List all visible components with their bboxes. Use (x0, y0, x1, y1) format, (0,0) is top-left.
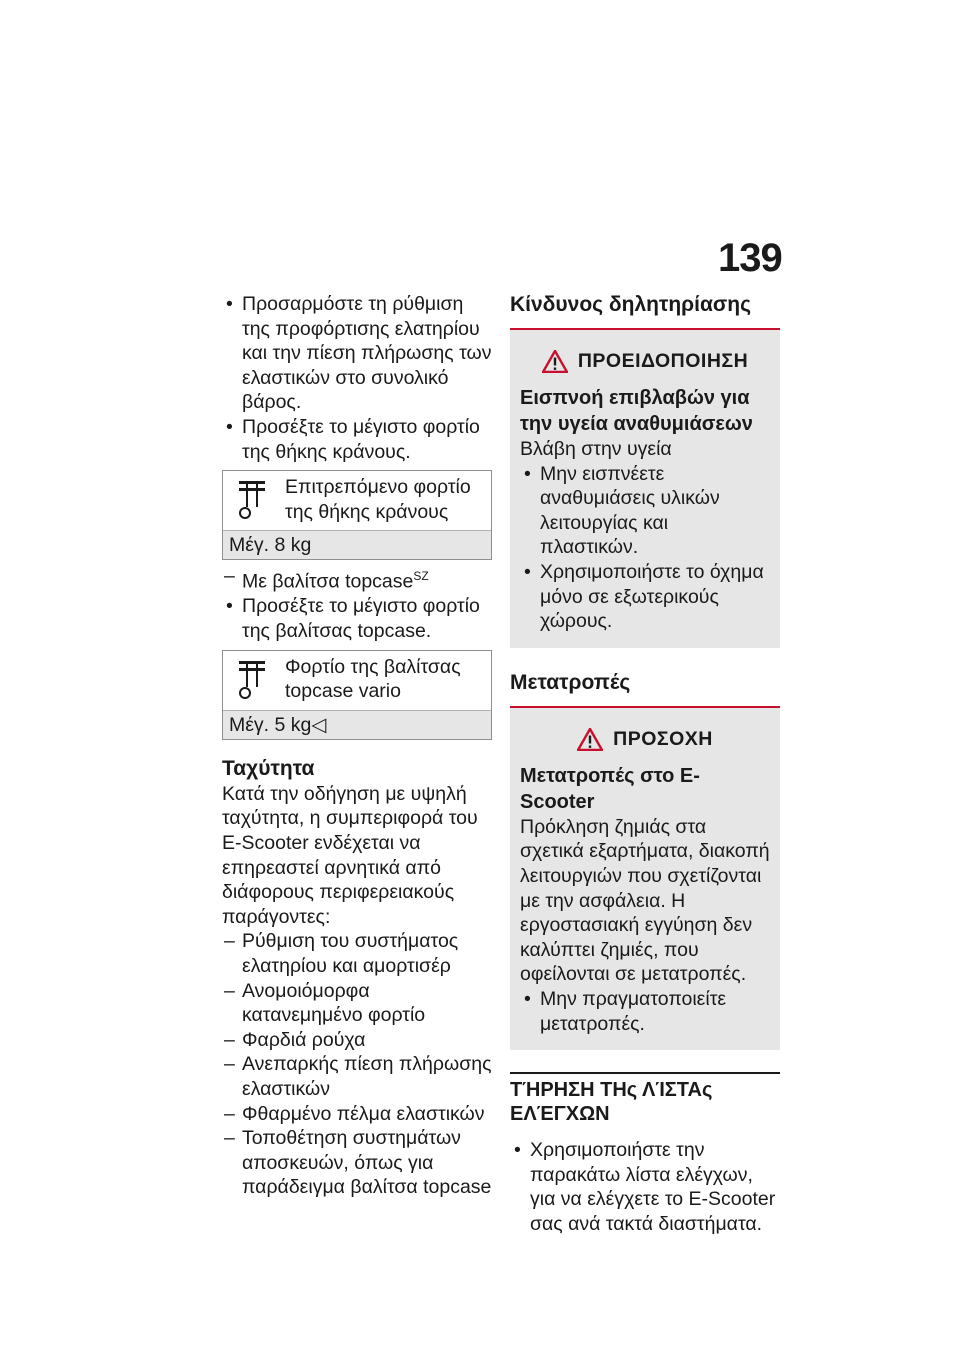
warning-subtitle: Μετατροπές στο E-Scooter (520, 764, 700, 813)
spec-header (223, 471, 491, 530)
caution-box (510, 708, 780, 1050)
warning-box (510, 330, 780, 648)
spec-title: Φορτίο της βαλίτσας topcase vario (285, 655, 461, 703)
variant-code: SZ (413, 569, 429, 584)
list-item: • Προσέξτε το μέγιστο φορτίο της θήκης κράνους. (222, 415, 492, 464)
section-heading-modifications: Μετατροπές (510, 670, 631, 694)
warning-text: Πρόκληση ζημιάς στα σχετικά εξαρτήματα, διακοπή λειτουργιών που σχετίζονται με την ασφάλεια. Η εργοστασιακή εγγύηση δεν καλύπτει ζημιές, που οφείλονται σε μετατροπές. (520, 815, 770, 986)
list-item: – Ανεπαρκής πίεση πλήρωσης ελαστικών (222, 1052, 492, 1101)
list-item: – Τοποθέτηση συστημάτων αποσκευών, όπως για παράδειγμα βαλίτσα topcase (222, 1126, 492, 1200)
spec-title: Επιτρεπόμενο φορτίο της θήκης κράνους (285, 476, 471, 523)
left-column (222, 292, 492, 1200)
list-item: • Προσέξτε το μέγιστο φορτίο της βαλίτσας topcase. (222, 594, 492, 643)
warning-triangle-icon (577, 728, 603, 751)
chapter-heading-checklist: ΤΉΡΗΣΗ ΤΗς ΛΊΣΤΑς ΕΛΈΓΧΩΝ (510, 1079, 713, 1126)
load-weight-icon (237, 477, 271, 521)
page-number: 139 (718, 236, 782, 280)
right-column (510, 292, 780, 1236)
list-item: • Μην εισπνέετε αναθυμιάσεις υλικών λειτουργίας και πλαστικών. (520, 462, 770, 560)
list-item: – Φαρδιά ρούχα (222, 1028, 492, 1053)
warning-triangle-icon (542, 350, 568, 373)
spec-box-helmet-case (222, 470, 492, 560)
dash-text: Με βαλίτσα topcase (242, 570, 414, 593)
chapter-divider (510, 1072, 780, 1074)
section-heading-poison: Κίνδυνος δηλητηρίασης (510, 293, 752, 316)
list-item: • Χρησιμοποιήστε την παρακάτω λίστα ελέγχων, για να ελέγχετε το E-Scooter σας ανά τακτά διαστήματα. (510, 1138, 780, 1236)
spec-box-topcase (222, 650, 492, 740)
list-item: • Μην πραγματοποιείτε μετατροπές. (520, 987, 770, 1036)
list-item: • Προσαρμόστε τη ρύθμιση της προφόρτισης ελατηρίου και την πίεση πλήρωσης των ελαστικών στο συνολικό βάρος. (222, 292, 492, 415)
spec-value: Μέγ. 8 kg (223, 530, 491, 559)
warning-header (520, 344, 770, 385)
section-heading-speed: Ταχύτητα (222, 756, 315, 780)
spec-value: Μέγ. 5 kg◁ (223, 710, 491, 739)
warning-subtitle: Εισπνοή επιβλαβών για την υγεία αναθυμιάσεων (520, 387, 753, 435)
warning-text: Βλάβη στην υγεία (520, 438, 672, 460)
list-item: – Ανομοιόμορφα κατανεμημένο φορτίο (222, 979, 492, 1028)
paragraph: Κατά την οδήγηση με υψηλή ταχύτητα, η συμπεριφορά του E-Scooter ενδέχεται να επηρεαστεί αρνητικά από διάφορους περιφερειακούς παράγοντες: (222, 782, 478, 928)
list-item: – Ρύθμιση του συστήματος ελατηρίου και αμορτισέρ (222, 929, 492, 978)
load-weight-icon (237, 657, 271, 701)
list-item: • Χρησιμοποιήστε το όχημα μόνο σε εξωτερικούς χώρους. (520, 560, 770, 634)
warning-header (520, 722, 770, 763)
warning-title: ΠΡΟΕΙΔΟΠΟΙΗΣΗ (577, 350, 749, 372)
list-item: – Φθαρμένο πέλμα ελαστικών (222, 1102, 492, 1127)
warning-title: ΠΡΟΣΟΧΗ (613, 727, 713, 750)
list-item (222, 564, 492, 594)
spec-header (223, 651, 491, 710)
